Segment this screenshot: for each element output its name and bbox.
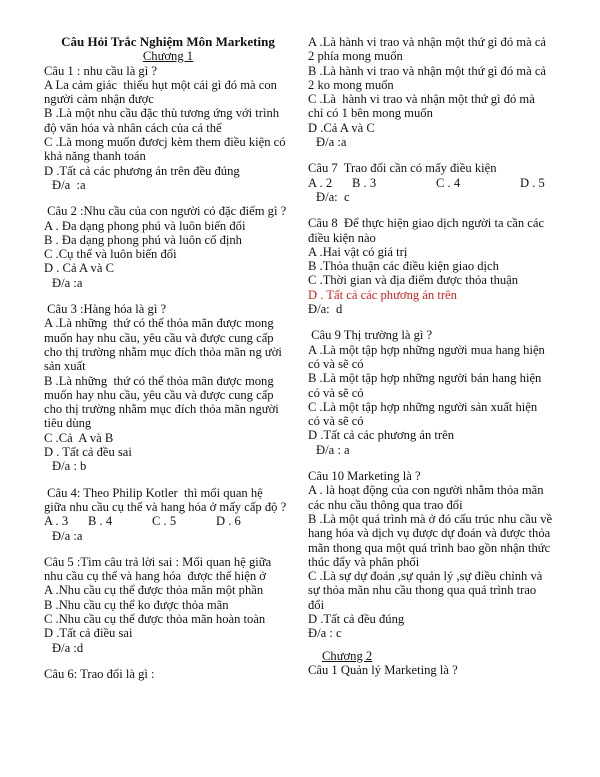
question-line: Câu 5 :Tìm câu trả lời sai : Mối quan hệ giữa xyxy=(44,554,272,569)
question-line: A .Là những thứ có thể thỏa mãn được mong xyxy=(44,316,274,331)
chapter-2-heading: Chương 2 xyxy=(322,648,373,663)
question-line: sản xuất xyxy=(44,359,86,374)
question-line: độ văn hóa và nhân cách của cá thể xyxy=(44,120,222,135)
option-a: A . 3 xyxy=(44,514,69,529)
question-line: muốn hay nhu cầu, yêu cầu và được cung cấp xyxy=(44,330,274,345)
chapter-1-heading: Chương 1 xyxy=(142,49,194,64)
question-line: D .Tất cả điều sai xyxy=(44,626,133,641)
question-line: hang hóa và dịch vụ được dự đoán và được thỏa xyxy=(308,526,551,541)
question-line: khả năng thanh toán xyxy=(44,149,146,164)
left-column xyxy=(44,35,306,681)
question-line: nhu cầu cụ thể và hang hóa được thể hiện ở xyxy=(44,569,266,584)
question-8 xyxy=(308,216,592,316)
question-line: 2 phía mong muốn xyxy=(308,49,403,64)
answer-line: Đ/a :a xyxy=(316,135,347,150)
question-line: C .Nhu cầu cụ thể được thỏa mãn hoàn toàn xyxy=(44,611,266,626)
question-line: mãn thong qua một quá trình bao gồn nhận thức xyxy=(308,540,551,555)
question-line: chỉ có 1 bên mong muốn xyxy=(308,106,433,121)
question-line: C .Là sự dự đoán ,sự quản lý ,sự điều chỉnh và xyxy=(308,569,543,584)
question-line: đổi xyxy=(308,597,325,612)
question-1 xyxy=(44,64,306,193)
answer-line: Đ/a :a xyxy=(52,275,83,290)
question-line: A . Đa dạng phong phú và luôn biến đổi xyxy=(44,218,246,233)
question-line: A . là hoạt động của con người nhằm thỏa mãn xyxy=(308,483,544,498)
question-line: Câu 4: Theo Philip Kotler thì mối quan hệ xyxy=(44,485,263,500)
question-line: D .Cả A và C xyxy=(308,120,375,135)
question-line: thúc đẩy và phân phối xyxy=(308,554,420,569)
question-4 xyxy=(44,486,306,543)
question-line: tiêu dùng xyxy=(44,416,92,431)
chapter-2-question-1 xyxy=(308,663,592,677)
right-column xyxy=(308,35,592,677)
question-line: người cảm nhận được xyxy=(44,92,154,107)
question-line: B .Nhu cầu cụ thể ko được thỏa mãn xyxy=(44,597,229,612)
question-line: các nhu cầu thông qua trao đổi xyxy=(308,497,463,512)
question-line: Câu 2 :Nhu cầu của con người có đặc điểm gì ? xyxy=(44,204,287,219)
question-line: Câu 1 Quản lý Marketing là ? xyxy=(308,662,458,677)
question-6-continued xyxy=(308,35,592,149)
question-5 xyxy=(44,555,306,655)
question-line: A .Là một tập hợp những người mua hang hiện xyxy=(308,342,545,357)
document-title: Câu Hỏi Trắc Nghiệm Môn Marketing xyxy=(61,34,275,49)
question-line: A La cảm giác thiếu hụt một cái gì đó mà con xyxy=(44,77,277,92)
question-line: cho thị trường nhằm mục đích thỏa mãn người xyxy=(44,402,279,417)
question-line: A .Nhu cầu cụ thể được thỏa mãn một phần xyxy=(44,583,264,598)
question-line: A .Là hành vi trao và nhận một thứ gì đó mà cả xyxy=(308,35,547,49)
answer-line: Đ/a : a xyxy=(316,442,350,457)
question-line: A .Hai vật có giá trị xyxy=(308,244,408,259)
question-line: có và sẽ có xyxy=(308,385,364,400)
option-c: C . 4 xyxy=(436,175,461,190)
question-line: D .Tất cả đều đúng xyxy=(308,611,405,626)
question-line: 2 ko mong muốn xyxy=(308,77,394,92)
question-line: B .Là một nhu cầu đặc thù tương ứng với trình xyxy=(44,106,280,121)
question-2 xyxy=(44,204,306,290)
question-line: C .Là một tập hợp những người sản xuất hiện xyxy=(308,399,538,414)
question-line: D . Cả A và C xyxy=(44,261,114,276)
question-line: C .Cụ thể và luôn biến đổi xyxy=(44,247,177,262)
question-line: C .Là mong muốn đươcj kèm them điều kiện có xyxy=(44,135,286,150)
option-d: D . 6 xyxy=(216,514,241,529)
options-row xyxy=(308,176,592,190)
answer-line: Đ/a: d xyxy=(308,302,343,317)
question-3 xyxy=(44,302,306,474)
question-line: B .Thỏa thuận các điều kiện giao dịch xyxy=(308,259,499,274)
question-line: điều kiện nào xyxy=(308,230,376,245)
question-7 xyxy=(308,161,592,204)
answer-line: Đ/a :a xyxy=(52,177,86,192)
question-line: Câu 9 Thị trường là gì ? xyxy=(308,328,433,343)
answer-line: Đ/a :d xyxy=(52,640,84,655)
question-line: C .Cả A và B xyxy=(44,430,114,445)
question-line: muốn hay nhu cầu, yêu cầu và được cung cấp xyxy=(44,387,274,402)
option-c: C . 5 xyxy=(152,514,177,529)
option-d: D . 5 xyxy=(520,175,545,190)
option-a: A . 2 xyxy=(308,175,333,190)
question-line: B .Là những thứ có thể thỏa mãn được mong xyxy=(44,373,274,388)
highlighted-option: D . Tất cả các phương án trên xyxy=(308,287,457,302)
question-line: giữa nhu cầu cụ thể và hang hóa ở mấy cấp độ ? xyxy=(44,499,287,514)
question-line: Câu 6: Trao đổi là gì : xyxy=(44,666,155,681)
question-line: B .Là hành vi trao và nhận một thứ gì đó mà cả xyxy=(308,63,547,78)
question-line: Câu 7 Trao đổi cần có mấy điều kiện xyxy=(308,161,497,176)
option-b: B . 4 xyxy=(88,514,113,529)
answer-line: Đ/a :a xyxy=(52,528,83,543)
question-line: D .Tất cả các phương án trên đều đúng xyxy=(44,163,240,178)
question-10 xyxy=(308,469,592,641)
question-line: B .Là một quá trình mà ở đó cấu trúc nhu cầu về xyxy=(308,511,553,526)
question-line: Câu 8 Để thực hiện giao dịch người ta cần các xyxy=(308,216,545,231)
question-6 xyxy=(44,667,306,681)
question-line: C .Thời gian và địa điểm được thỏa thuận xyxy=(308,273,519,288)
question-line: Câu 3 :Hàng hóa là gì ? xyxy=(44,302,167,317)
options-row xyxy=(44,514,306,528)
option-b: B . 3 xyxy=(352,175,377,190)
question-line: có và sẽ có xyxy=(308,414,364,429)
answer-line: Đ/a: c xyxy=(316,189,350,204)
answer-line: Đ/a : c xyxy=(308,626,342,641)
question-line: Câu 10 Marketing là ? xyxy=(308,469,421,484)
question-line: D . Tất cả đều sai xyxy=(44,445,132,460)
question-line: D .Tất cả các phương án trên xyxy=(308,428,455,443)
question-line: B . Đa dạng phong phú và luôn cố định xyxy=(44,232,242,247)
question-line: C .Là hành vi trao và nhận một thứ gì đó mà xyxy=(308,92,535,107)
question-line: sự thỏa mãn nhu cầu thong qua quá trình trao xyxy=(308,583,537,598)
question-9 xyxy=(308,328,592,457)
question-line: B .Là một tập hợp những người bán hang hiện xyxy=(308,371,542,386)
question-line: Câu 1 : nhu cầu là gì ? xyxy=(44,63,157,78)
question-line: cho thị trường nhằm mục đích thỏa mãn ng ười xyxy=(44,344,282,359)
answer-line: Đ/a : b xyxy=(52,459,87,474)
question-line: có và sẽ có xyxy=(308,356,364,371)
